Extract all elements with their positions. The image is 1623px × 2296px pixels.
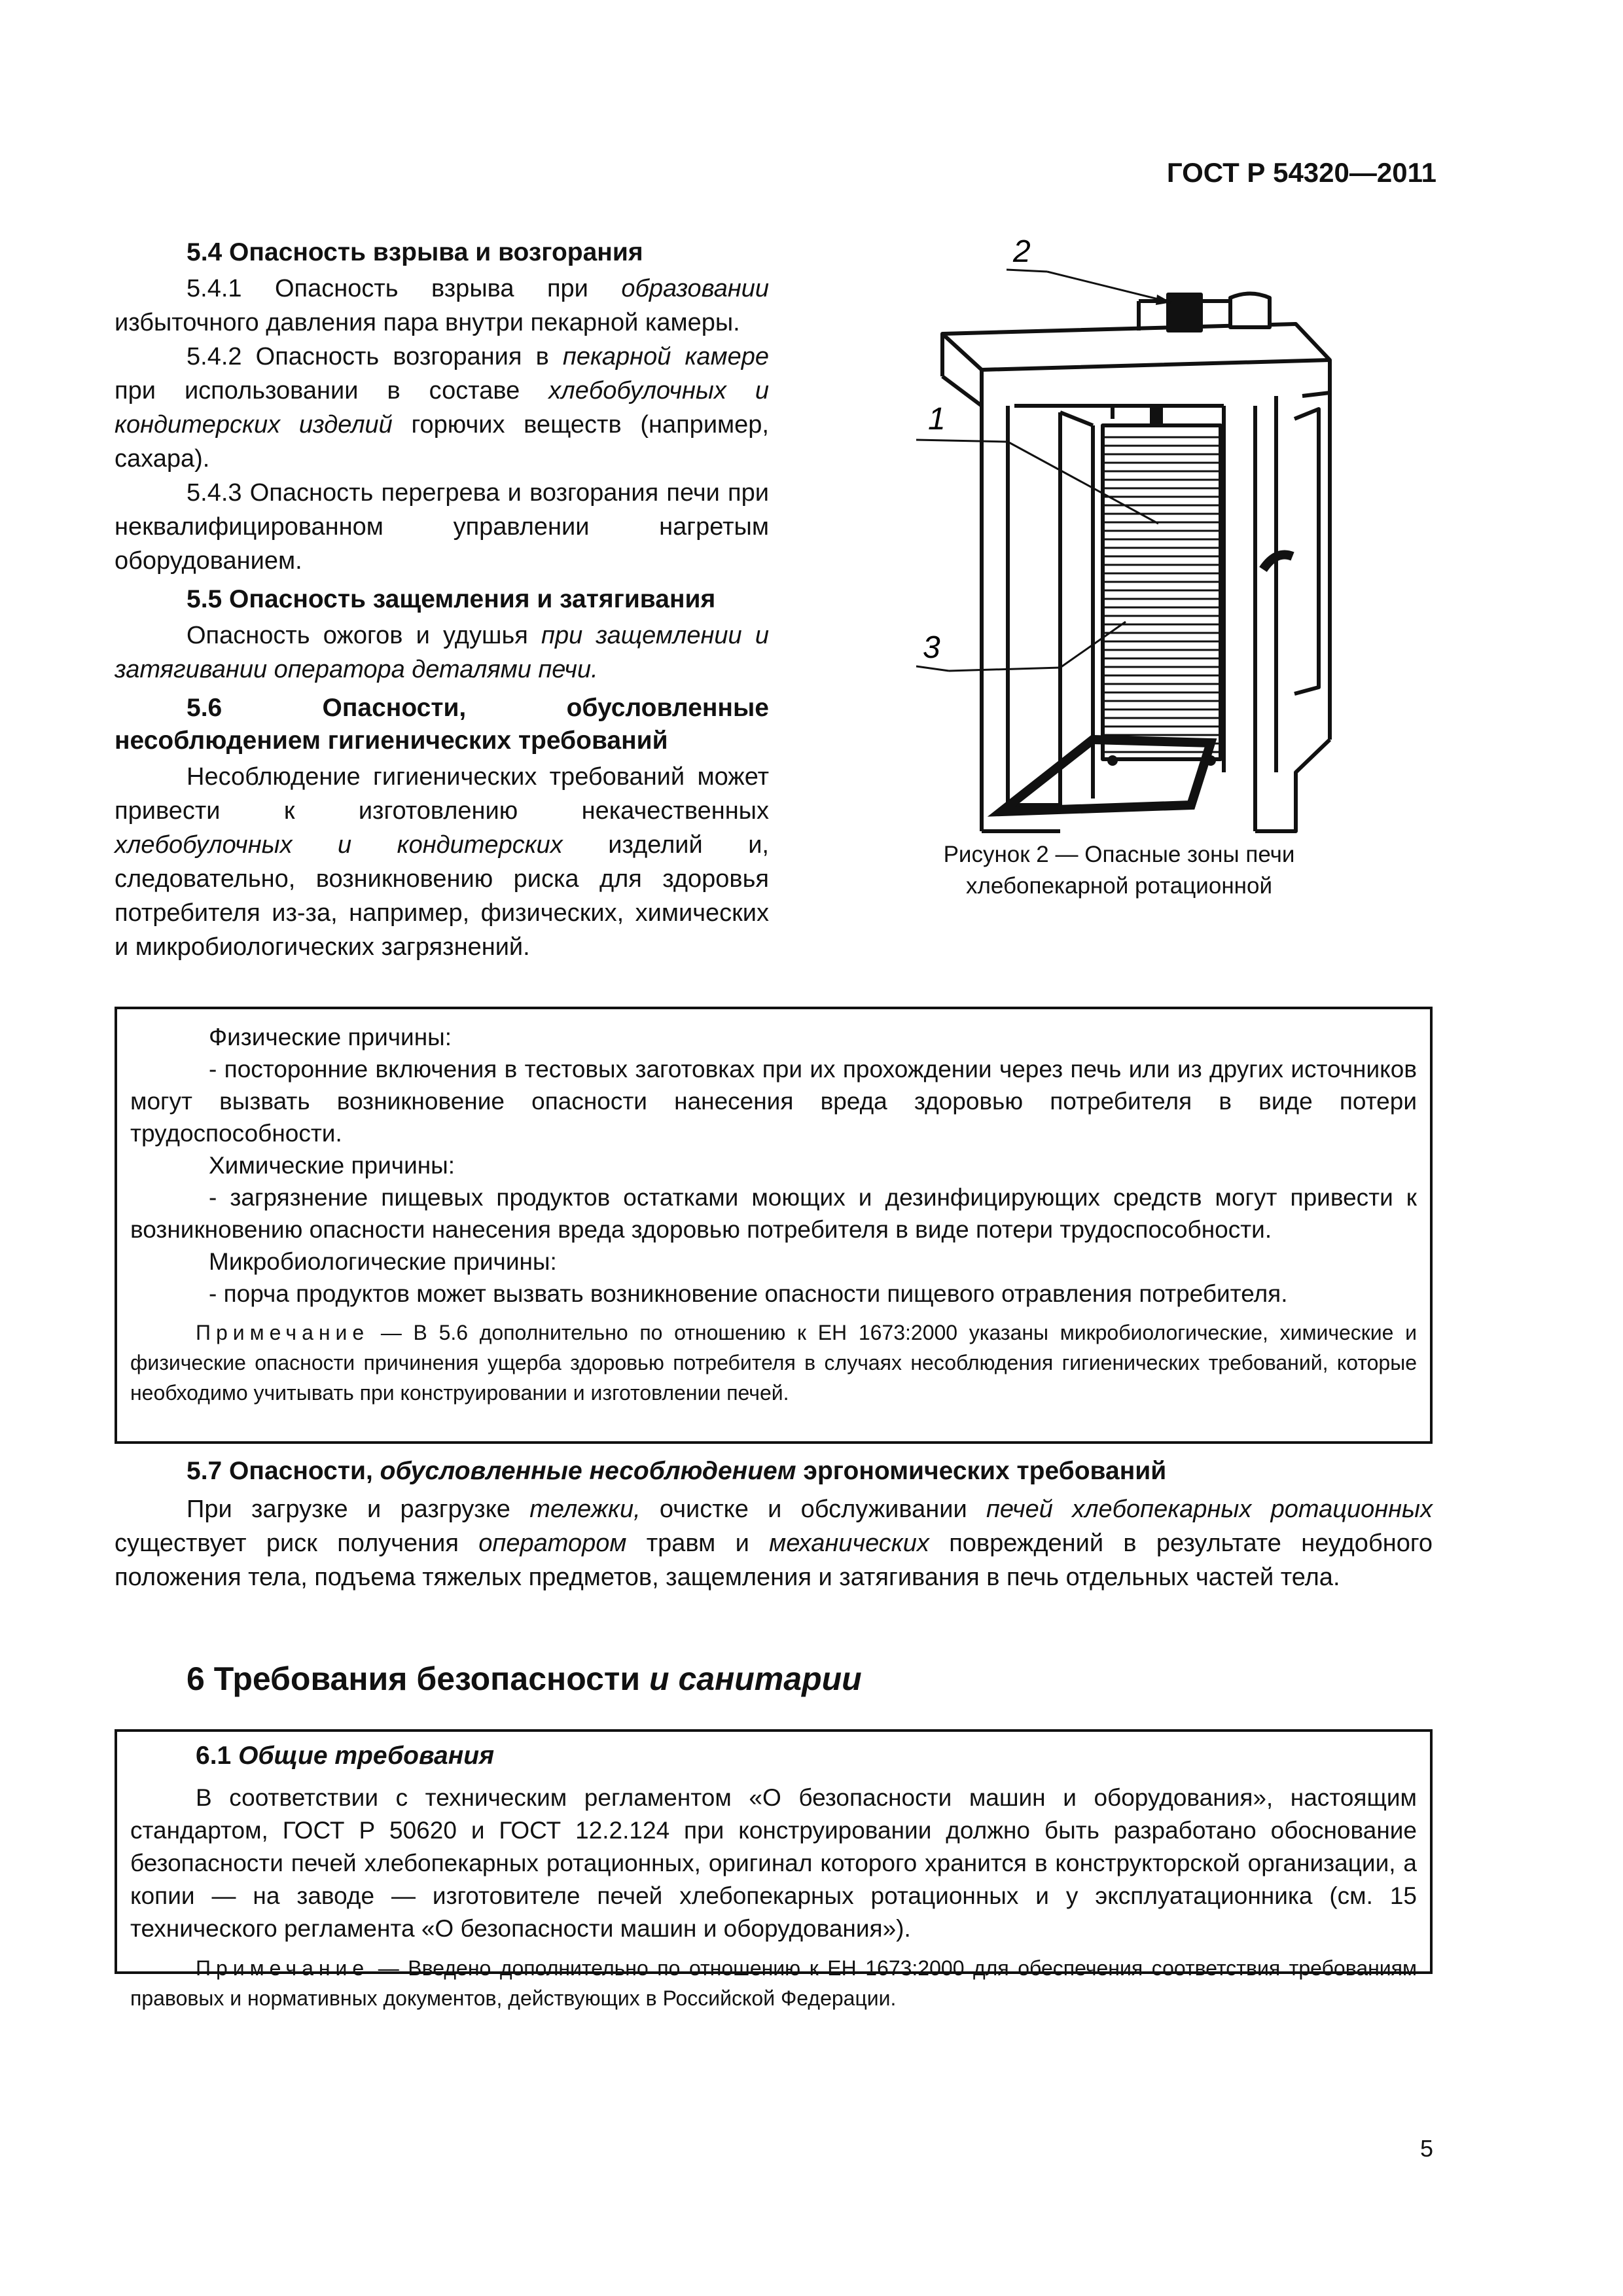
box2-note: Примечание — Введено дополнительно по отношению к ЕН 1673:2000 для обеспечения соответствия требованиям правовых и нормативных документов, действующих в Российской Федерации. <box>130 1956 1417 2010</box>
para-5-6: Несоблюдение гигиенических требований может привести к изготовлению некачественных хлебобулочных и кондитерских изделий и, следовательно, возникновению риска для здоровья потребителя из-за, например, физических, химических и микробиологических загрязнений. <box>115 763 769 961</box>
section-5-4-title: 5.4 Опасность взрыва и возгорания <box>187 238 643 266</box>
figure-label-3: 3 <box>923 630 940 665</box>
figure-caption-line-2: хлебопекарной ротационной <box>965 873 1272 899</box>
section-6-1-title: 6.1 Общие требования <box>196 1742 495 1770</box>
general-requirements-box <box>115 1729 1433 2010</box>
para-5-7: При загрузке и разгрузке тележки, очистке и обслуживании печей хлебопекарных ротационных существует риск получения оператором травм и механических повреждений в результате неудобного положения тела, подъема тяжелых предметов, защемления и затягивания в печь отдельных частей тела. <box>115 1496 1433 1591</box>
document-id-header: ГОСТ Р 54320—2011 <box>1166 157 1436 188</box>
chemical-causes-item: - загрязнение пищевых продуктов остатками моющих и дезинфицирующих средств могут привести к возникновению опасности нанесения вреда здоровью потребителя в виде потери трудоспособности. <box>130 1184 1417 1243</box>
box1-note: Примечание — В 5.6 дополнительно по отношению к ЕН 1673:2000 указаны микробиологические, химические и физические опасности причинения ущерба здоровью потребителя в случаях несоблюдения гигиенических требований, которые необходимо учитывать при конструировании и изготовлении печей. <box>130 1321 1417 1405</box>
para-5-4-1: 5.4.1 Опасность взрыва при образовании избыточного давления пара внутри пекарной камеры. <box>115 275 769 336</box>
section-6-title: 6 Требования безопасности и санитарии <box>187 1660 862 1697</box>
section-5-7-title: 5.7 Опасности, обусловленные несоблюдением эргономических требований <box>187 1457 1167 1485</box>
microbio-causes-heading: Микробиологические причины: <box>209 1248 557 1275</box>
physical-causes-heading: Физические причины: <box>209 1024 452 1050</box>
physical-causes-item: - посторонние включения в тестовых заготовках при их прохождении через печь или из других источников могут вызвать возникновение опасности нанесения вреда здоровью потребителя в виде потери трудоспособности. <box>130 1056 1417 1147</box>
oven-figure <box>844 229 1381 838</box>
section-5-5-title: 5.5 Опасность защемления и затягивания <box>187 585 716 613</box>
para-6-1: В соответствии с техническим регламентом «О безопасности машин и оборудования», настоящим стандартом, ГОСТ Р 50620 и ГОСТ 12.2.124 при конструировании должно быть разработано обоснование безопасности печей хлебопекарных ротационных, оригинал которого хранится в конструкторской организации, а копии — на заводе — изготовителе печей хлебопекарных ротационных и у эксплуатационника (см. 15 технического регламента «О безопасности машин и оборудования»). <box>130 1784 1417 1942</box>
section-5-6-title: 5.6 Опасности, обусловленные несоблюдением гигиенических требований <box>115 694 769 755</box>
section-5-7 <box>115 1454 1433 1594</box>
microbio-causes-item: - порча продуктов может вызвать возникновение опасности пищевого отравления потребителя. <box>209 1280 1288 1307</box>
chemical-causes-heading: Химические причины: <box>209 1152 455 1179</box>
para-5-4-3: 5.4.3 Опасность перегрева и возгорания печи при неквалифицированном управлении нагретым оборудованием. <box>115 479 769 575</box>
figure-label-1: 1 <box>928 402 946 437</box>
para-5-5: Опасность ожогов и удушья при защемлении и затягивании оператора деталями печи. <box>115 622 769 683</box>
figure-caption-line-1: Рисунок 2 — Опасные зоны печи <box>943 842 1295 867</box>
figure-label-2: 2 <box>1013 234 1031 269</box>
para-5-4-2: 5.4.2 Опасность возгорания в пекарной камере при использовании в составе хлебобулочных и кондитерских изделий горючих веществ (например, сахара). <box>115 343 769 473</box>
page-number: 5 <box>1419 2135 1433 2162</box>
hazard-causes-box <box>115 1007 1433 1444</box>
left-column <box>115 231 769 964</box>
figure-caption <box>870 839 1368 902</box>
